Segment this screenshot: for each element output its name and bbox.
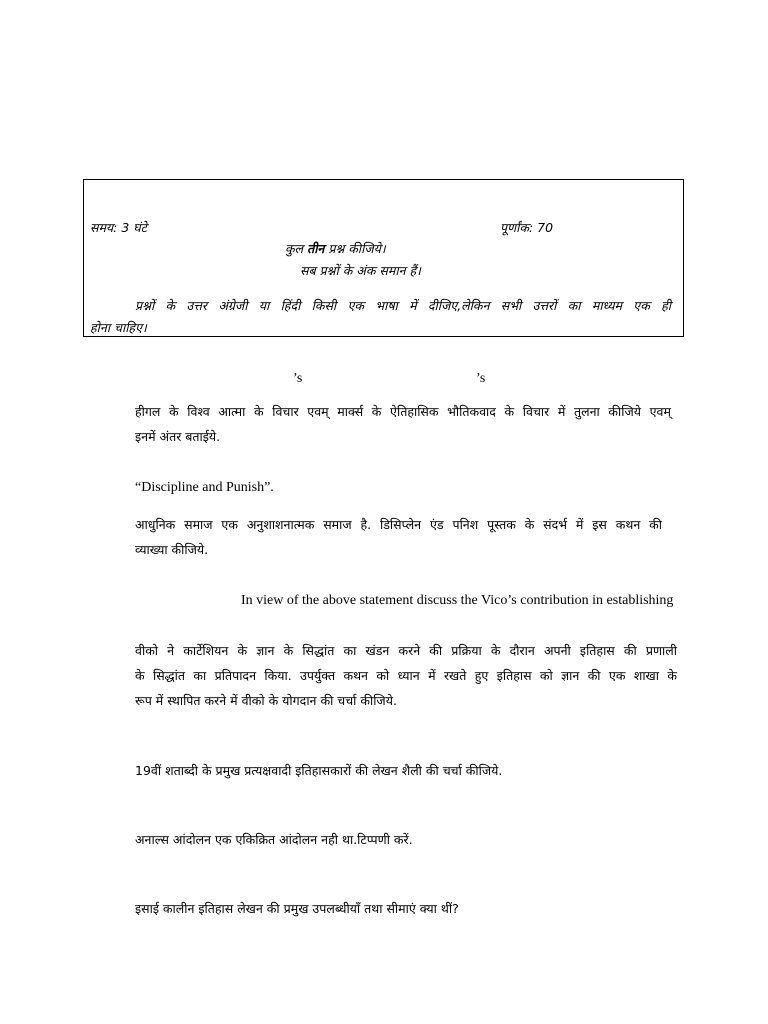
time-label: समय: 3 घंटे [90, 220, 147, 235]
question-5: अनाल्स आंदोलन एक एकिक्रित आंदोलन नही था.टिप्पणी करें. [135, 832, 413, 847]
equal-marks-instruction: सब प्रश्नों के अंक समान हैं। [300, 263, 421, 278]
question-4: 19वीं शताब्दी के प्रमुख प्रत्यक्षवादी इतिहासकारों की लेखन शैली की चर्चा कीजिये. [135, 763, 503, 778]
question-2-english: “Discipline and Punish”. [135, 480, 274, 495]
attempt-suffix: प्रश्न कीजिये। [324, 241, 386, 256]
possessive-fragment-right: ’s [476, 371, 486, 386]
question-2-line1: आधुनिक समाज एक अनुशाशनात्मक समाज है. डिसिप्लेन एंड पनिश पूस्तक के संदर्भ में इस कथन की [135, 517, 662, 532]
question-3-english: In view of the above statement discuss the Vico’s contribution in establishing [241, 593, 674, 608]
language-instruction-line2: होना चाहिए। [90, 320, 147, 335]
marks-label: पूर्णांक: 70 [500, 220, 554, 235]
attempt-instruction [285, 240, 386, 257]
question-2-line2: व्याख्या कीजिये. [135, 542, 209, 557]
attempt-count: तीन [307, 241, 325, 256]
question-1-line1: हीगल के विश्व आत्मा के विचार एवम् मार्क्स के ऐतिहासिक भौतिकवाद के विचार में तुलना कीजिये एवम् [135, 404, 671, 419]
question-3-line1: वीको ने कार्टेशियन के ज्ञान के सिद्धांत का खंडन करने की प्रक्रिया के दौरान अपनी इतिहास की प्रणाली [135, 643, 677, 658]
possessive-fragment-left: ’s [293, 371, 303, 386]
attempt-prefix: कुल [285, 241, 308, 256]
question-6: इसाई कालीन इतिहास लेखन की प्रमुख उपलब्धीयाँ तथा सीमाएं क्या थीं? [135, 901, 459, 916]
language-instruction-line1: प्रश्नों के उत्तर अंग्रेजी या हिंदी किसी एक भाषा में दीजिए,लेकिन सभी उत्तरों का माध्यम एक ही [135, 298, 671, 313]
question-1-line2: इनमें अंतर बताईये. [135, 429, 221, 444]
question-3-line2: के सिद्धांत का प्रतिपादन किया. उपर्युक्त कथन को ध्यान में रखते हुए इतिहास को ज्ञान की एक शाखा के [135, 668, 677, 683]
question-3-line3: रूप में स्थापित करने में वीको के योगदान की चर्चा कीजिये. [135, 693, 397, 708]
